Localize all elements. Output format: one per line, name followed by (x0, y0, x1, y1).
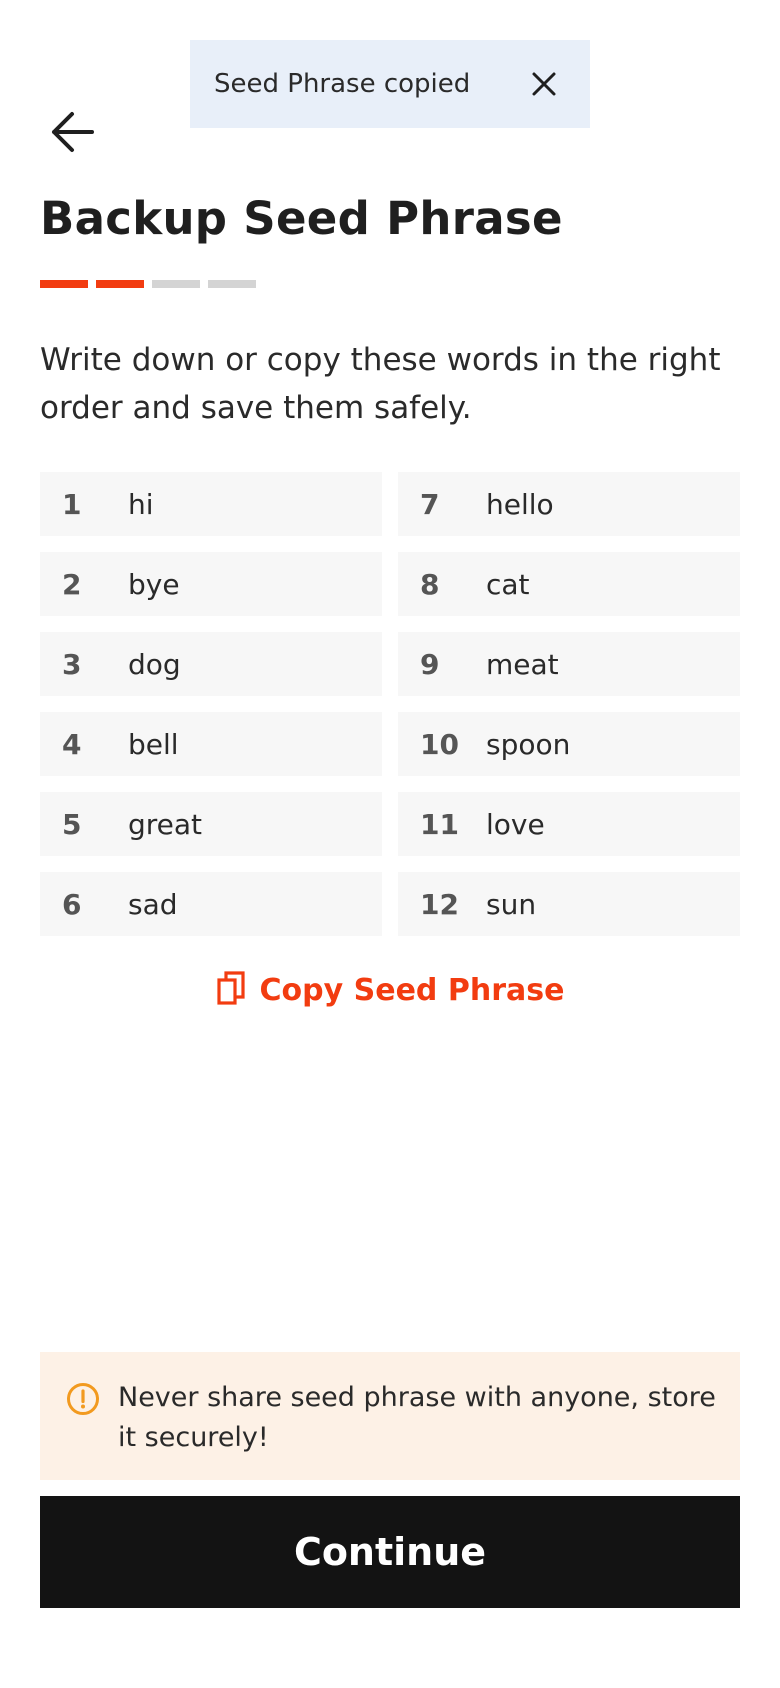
seed-word-number: 4 (62, 727, 82, 761)
seed-word-number: 8 (420, 567, 440, 601)
seed-word-text: hello (486, 487, 554, 521)
seed-word-number: 7 (420, 487, 440, 521)
seed-word-item (398, 792, 740, 856)
instructions-text: Write down or copy these words in the right order and save them safely. (40, 342, 721, 426)
seed-word-item (398, 472, 740, 536)
page-title: Backup Seed Phrase (40, 192, 563, 245)
seed-word-item (40, 712, 382, 776)
seed-word-number: 10 (420, 727, 459, 761)
seed-word-text: sad (128, 887, 178, 921)
seed-word-item (40, 872, 382, 936)
copy-seed-phrase-button[interactable] (0, 968, 780, 1012)
security-warning-banner (40, 1352, 740, 1480)
seed-word-item (398, 872, 740, 936)
seed-word-number: 12 (420, 887, 459, 921)
copied-toast (190, 40, 590, 128)
seed-word-item (398, 632, 740, 696)
seed-word-text: love (486, 807, 545, 841)
continue-button[interactable]: Continue (40, 1496, 740, 1608)
close-icon[interactable] (522, 62, 566, 106)
seed-word-number: 11 (420, 807, 459, 841)
seed-word-text: sun (486, 887, 537, 921)
progress-step-2 (96, 280, 144, 288)
progress-step-3 (152, 280, 200, 288)
arrow-left-icon (48, 110, 96, 158)
seed-word-number: 3 (62, 647, 82, 681)
seed-word-text: bye (128, 567, 180, 601)
step-progress-indicator (40, 280, 256, 288)
seed-word-number: 9 (420, 647, 440, 681)
seed-word-text: cat (486, 567, 530, 601)
seed-word-text: bell (128, 727, 179, 761)
seed-word-text: hi (128, 487, 154, 521)
seed-word-item (40, 792, 382, 856)
copy-seed-phrase-label: Copy Seed Phrase (259, 972, 565, 1008)
seed-word-item (40, 632, 382, 696)
warning-text: Never share seed phrase with anyone, store it securely! (118, 1382, 716, 1453)
seed-word-text: great (128, 807, 203, 841)
seed-word-text: dog (128, 647, 181, 681)
seed-word-text: meat (486, 647, 559, 681)
progress-step-1 (40, 280, 88, 288)
toast-message: Seed Phrase copied (214, 69, 471, 99)
seed-word-item (398, 552, 740, 616)
copy-icon (216, 970, 246, 1010)
seed-word-number: 6 (62, 887, 82, 921)
progress-step-4 (208, 280, 256, 288)
warning-circle-icon (66, 1382, 100, 1416)
seed-word-number: 5 (62, 807, 82, 841)
seed-phrase-grid (40, 472, 740, 936)
seed-word-number: 1 (62, 487, 82, 521)
seed-word-text: spoon (486, 727, 571, 761)
seed-word-item (40, 472, 382, 536)
back-button[interactable] (44, 106, 100, 162)
seed-word-number: 2 (62, 567, 82, 601)
seed-word-item (398, 712, 740, 776)
seed-word-item (40, 552, 382, 616)
